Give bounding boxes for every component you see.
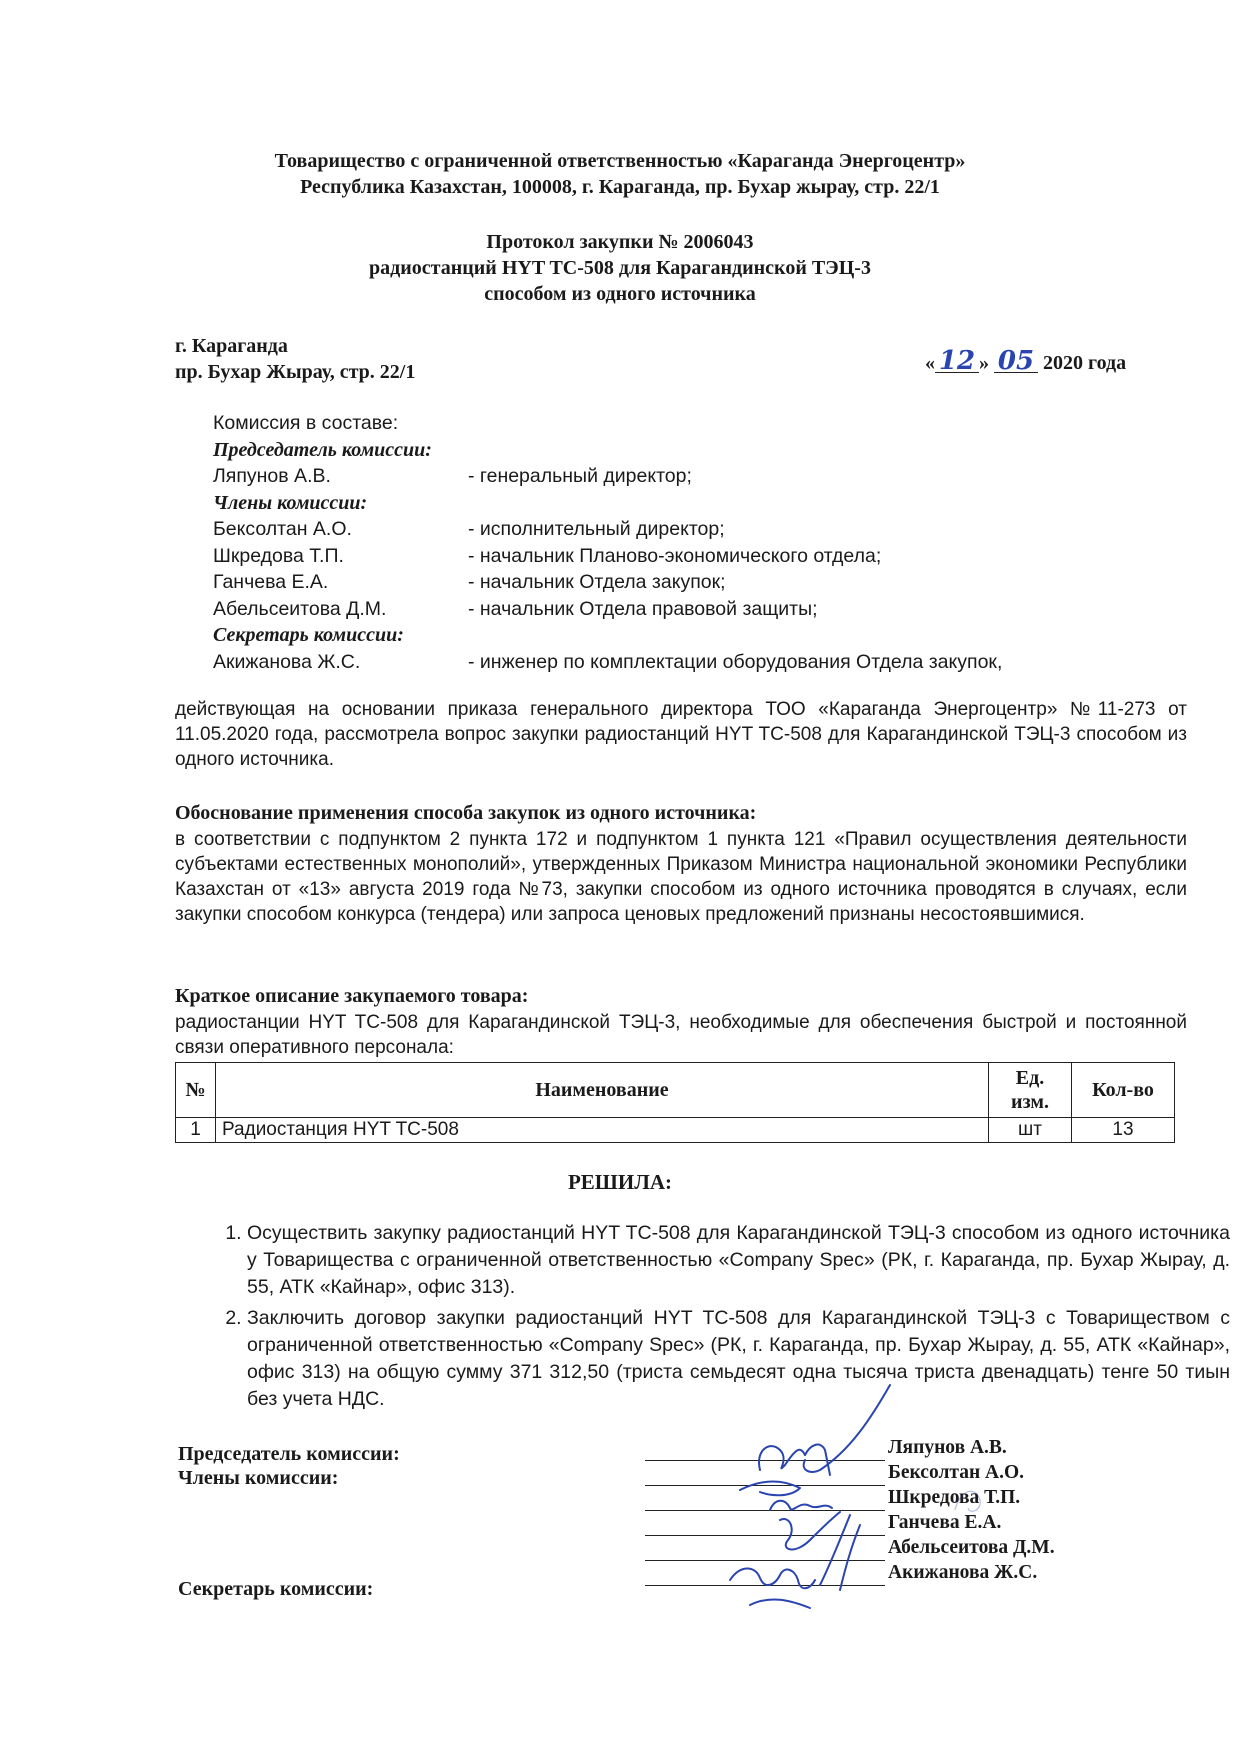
handwritten-signatures bbox=[700, 1380, 940, 1620]
member-position: - исполнительный директор; bbox=[468, 518, 725, 540]
member-name: Шкредова Т.П. bbox=[213, 544, 344, 567]
member-name: Акижанова Ж.С. bbox=[213, 650, 361, 673]
member-position: - генеральный директор; bbox=[468, 465, 692, 487]
description-heading: Краткое описание закупаемого товара: bbox=[175, 985, 529, 1007]
date-year: 2020 года bbox=[1043, 352, 1127, 374]
signer-name: Акижанова Ж.С. bbox=[888, 1562, 1038, 1583]
signer-name: Шкредова Т.П. bbox=[888, 1487, 1021, 1508]
col-header-qty: Кол-во bbox=[1072, 1063, 1175, 1118]
protocol-subject: радиостанций HYT TC-508 для Карагандинской ТЭЦ-3 bbox=[369, 257, 871, 279]
sig-secretary-label: Секретарь комиссии: bbox=[178, 1578, 374, 1600]
date-open-quote: « bbox=[925, 352, 935, 374]
basis-paragraph: действующая на основании приказа генерального директора ТОО «Караганда Энергоцентр» №11-273 от 11.05.2020 года, рассмотрела вопрос закупки радиостанций HYT TC-508 для Карагандинской ТЭЦ-3 способом из одного источника. bbox=[175, 699, 1187, 770]
member-position: - начальник Планово-экономического отдела; bbox=[468, 544, 882, 567]
signer-name: Ляпунов А.В. bbox=[888, 1437, 1007, 1458]
commission-member-row bbox=[213, 463, 1113, 490]
col-header-no: № bbox=[176, 1063, 216, 1118]
decision-item: 2. Заключить договор закупки радиостанций HYT TC-508 для Карагандинской ТЭЦ-3 с Товариществом с ограниченной ответственностью «Company Spec» (РК, г. Караганда, пр. Бухар Жырау, д. 55, АТК «Кайнар», офис 313) на общую сумму 371 312,50 (триста семьдесят одна тысяча триста двенадцать) тенге 50 тиын без учета НДС. bbox=[247, 1305, 1230, 1413]
commission-intro: Комиссия в составе: bbox=[213, 412, 399, 434]
signer-name: Ганчева Е.А. bbox=[888, 1512, 1002, 1533]
justification-heading: Обоснование применения способа закупок из одного источника: bbox=[175, 802, 757, 824]
org-address: Республика Казахстан, 100008, г. Караганда, пр. Бухар жырау, стр. 22/1 bbox=[300, 176, 940, 198]
justification-text: в соответствии с подпунктом 2 пункта 172 и подпунктом 1 пункта 121 «Правил осуществления деятельности субъектами естественных монополий», утвержденных Приказом Министра национальной экономики Республики Казахстан от «13» августа 2019 года №73, закупки способом из одного источника проводятся в случаях, если закупки способом конкурса (тендера) или запроса ценовых предложений признаны несостоявшимися. bbox=[175, 829, 1187, 925]
member-name: Ганчева Е.А. bbox=[213, 571, 329, 593]
items-table bbox=[175, 1062, 1175, 1143]
date-month: 05 bbox=[994, 350, 1038, 373]
col-header-unit: Ед. изм. bbox=[989, 1063, 1072, 1118]
protocol-date bbox=[925, 346, 1127, 376]
decision-item: 1. Осуществить закупку радиостанций HYT TC-508 для Карагандинской ТЭЦ-3 способом из одного источника у Товарищества с ограниченной ответственностью «Company Spec» (РК, г. Караганда, пр. Бухар Жырау, д. 55, АТК «Кайнар», офис 313). bbox=[247, 1220, 1230, 1301]
protocol-method: способом из одного источника bbox=[484, 283, 756, 305]
date-day: 12 bbox=[935, 350, 979, 373]
sig-members-label: Члены комиссии: bbox=[178, 1467, 339, 1489]
cell-qty: 13 bbox=[1072, 1118, 1175, 1143]
cell-unit: шт bbox=[989, 1118, 1072, 1143]
member-position: - инженер по комплектации оборудования Отдела закупок, bbox=[468, 650, 1003, 673]
signer-name: Абельсеитова Д.М. bbox=[888, 1537, 1055, 1558]
member-position: - начальник Отдела правовой защиты; bbox=[468, 597, 818, 620]
member-name: Ляпунов А.В. bbox=[213, 465, 331, 487]
decision-heading: РЕШИЛА: bbox=[567, 1170, 673, 1194]
chair-role-label: Председатель комиссии: bbox=[213, 438, 432, 461]
members-role-label: Члены комиссии: bbox=[213, 491, 368, 514]
commission-member-row bbox=[213, 516, 1113, 543]
table-row bbox=[176, 1118, 1175, 1143]
commission-member-row bbox=[213, 543, 1113, 570]
commission-member-row bbox=[213, 569, 1113, 596]
commission-member-row bbox=[213, 649, 1113, 676]
signer-name: Бексолтан А.О. bbox=[888, 1462, 1025, 1483]
member-position: - начальник Отдела закупок; bbox=[468, 571, 726, 593]
commission-member-row bbox=[213, 596, 1113, 623]
cell-no: 1 bbox=[176, 1118, 216, 1143]
description-text: радиостанции HYT TC-508 для Карагандинской ТЭЦ-3, необходимые для обеспечения быстрой и постоянной связи оперативного персонала: bbox=[175, 1012, 1187, 1058]
sig-chair-label: Председатель комиссии: bbox=[178, 1443, 400, 1465]
secretary-role-label: Секретарь комиссии: bbox=[213, 624, 404, 646]
date-close-quote: » bbox=[979, 352, 989, 374]
table-header-row bbox=[176, 1063, 1175, 1118]
place-street: пр. Бухар Жырау, стр. 22/1 bbox=[175, 361, 416, 383]
commission-block bbox=[213, 410, 1113, 675]
member-name: Абельсеитова Д.М. bbox=[213, 597, 387, 620]
place-city: г. Караганда bbox=[175, 335, 288, 357]
member-name: Бексолтан А.О. bbox=[213, 518, 352, 540]
cell-name: Радиостанция HYT TC-508 bbox=[216, 1118, 989, 1143]
protocol-title: Протокол закупки № 2006043 bbox=[486, 231, 754, 253]
org-name: Товарищество с ограниченной ответственностью «Караганда Энергоцентр» bbox=[274, 150, 966, 172]
col-header-name: Наименование bbox=[216, 1063, 989, 1118]
